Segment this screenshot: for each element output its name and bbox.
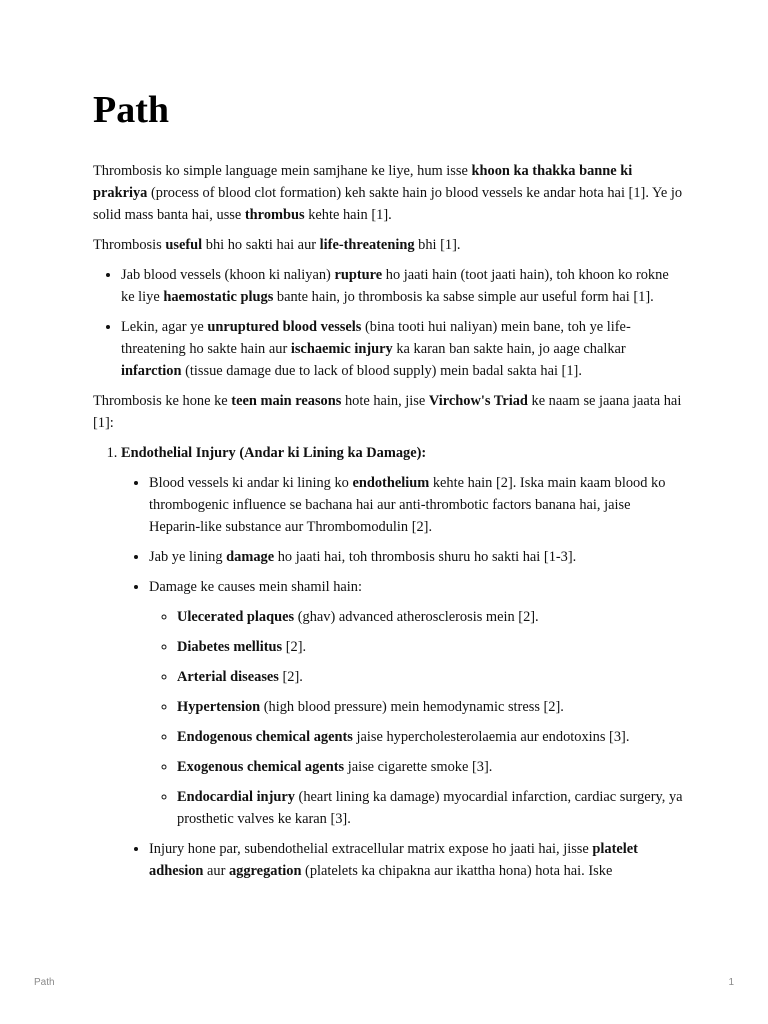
text-span: (platelets ka chipakna aur ikattha hona) hota hai. Iske: [301, 862, 613, 879]
text-span: [2].: [278, 668, 303, 685]
list-item: [149, 576, 683, 830]
cause-item: [177, 756, 683, 778]
bold-term: Endogenous chemical agents: [177, 728, 353, 745]
bold-term: endothelium: [352, 474, 430, 491]
text-span: (high blood pressure) mein hemodynamic stress [2].: [260, 698, 564, 715]
bullet-list: [121, 472, 683, 882]
bold-term: Arterial diseases: [177, 668, 279, 685]
bold-term: platelet adhesion: [149, 840, 638, 879]
text-span: (ghav) advanced atherosclerosis mein [2].: [294, 608, 539, 625]
bold-term: khoon ka thakka banne ki prakriya: [93, 162, 633, 201]
text-span: Jab ye lining: [149, 548, 227, 565]
numbered-item: [121, 442, 683, 882]
text-span: Thrombosis ko simple language mein samjhane ke liye, hum isse: [93, 162, 472, 179]
cause-item: [177, 696, 683, 718]
section-heading: 1. Endothelial Injury (Andar ki Lining ka Damage):: [121, 444, 427, 461]
page-number: 1: [728, 977, 734, 988]
cause-item: [177, 726, 683, 748]
bold-term: Endocardial injury: [177, 788, 295, 805]
triad-paragraph: [93, 390, 683, 434]
text-span: (heart lining ka damage) myocardial infarction, cardiac surgery, ya prosthetic valves ke karan [3].: [177, 788, 683, 827]
bold-term: infarction: [121, 362, 182, 379]
cause-item: [177, 666, 683, 688]
cause-item: [177, 606, 683, 628]
text-span: ho jaati hai, toh thrombosis shuru ho sakti hai [1-3].: [274, 548, 577, 565]
bold-term: life-threatening: [319, 236, 415, 253]
bullet-list: [93, 264, 683, 382]
bold-term: rupture: [334, 266, 383, 283]
list-item: [149, 546, 683, 568]
bold-term: ischaemic injury: [290, 340, 393, 357]
bold-term: teen main reasons: [231, 392, 342, 409]
useful-paragraph: [93, 234, 683, 256]
bold-term: Diabetes mellitus: [177, 638, 283, 655]
text-span: [2].: [282, 638, 307, 655]
text-span: (process of blood clot formation) keh sakte hain jo blood vessels ke andar hota hai [1]. Ye jo solid mass banta hai, usse: [93, 184, 683, 223]
text-span: kehte hain [1].: [304, 206, 392, 223]
text-span: bhi ho sakti hai aur: [202, 236, 320, 253]
page-title: Path: [93, 89, 169, 131]
text-span: hote hain, jise: [341, 392, 429, 409]
text-span: (bina tooti hui naliyan) mein bane, toh ye life-threatening ho sakte hain aur: [121, 318, 631, 357]
bold-term: Virchow's Triad: [428, 392, 528, 409]
text-span: jaise cigarette smoke [3].: [344, 758, 493, 775]
causes-list: [149, 606, 683, 830]
intro-paragraph: [93, 160, 683, 226]
text-span: ka karan ban sakte hain, jo aage chalkar: [392, 340, 626, 357]
bold-term: thrombus: [244, 206, 305, 223]
text-span: (tissue damage due to lack of blood supply) mein badal sakta hai [1].: [181, 362, 582, 379]
text-span: ho jaati hain (toot jaati hain), toh khoon ko rokne ke liye: [121, 266, 669, 305]
text-span: bhi [1].: [414, 236, 461, 253]
bold-term: Hypertension: [177, 698, 261, 715]
list-item: [149, 472, 683, 538]
bold-term: unruptured blood vessels: [207, 318, 362, 335]
text-span: Jab blood vessels (khoon ki naliyan): [121, 266, 335, 283]
bold-term: Ulecerated plaques: [177, 608, 295, 625]
text-span: aur: [203, 862, 229, 879]
bold-term: Exogenous chemical agents: [177, 758, 345, 775]
list-item: [121, 264, 683, 308]
text-span: Thrombosis: [93, 236, 166, 253]
bold-term: damage: [226, 548, 275, 565]
bold-term: useful: [165, 236, 203, 253]
text-span: kehte hain [2]. Iska main kaam blood ko thrombogenic influence se bachana hai aur anti-thrombotic factors banana hai, jaise Heparin-like substance aur Thrombomodulin [2].: [149, 474, 666, 535]
cause-item: [177, 786, 683, 830]
text-span: bante hain, jo thrombosis ka sabse simple aur useful form hai [1].: [273, 288, 654, 305]
text-span: Injury hone par, subendothelial extracellular matrix expose ho jaati hai, jisse: [149, 840, 593, 857]
cause-item: [177, 636, 683, 658]
document-page: [93, 82, 683, 890]
text-span: ke naam se jaana jaata hai [1]:: [93, 392, 682, 431]
list-item: [121, 316, 683, 382]
text-span: jaise hypercholesterolaemia aur endotoxins [3].: [352, 728, 630, 745]
text-span: Thrombosis ke hone ke: [93, 392, 232, 409]
bold-term: haemostatic plugs: [163, 288, 274, 305]
list-item: [149, 838, 683, 882]
numbered-list: [93, 442, 683, 882]
footer-title: Path: [34, 977, 55, 988]
text-span: Lekin, agar ye: [121, 318, 208, 335]
text-span: Blood vessels ki andar ki lining ko: [149, 474, 353, 491]
text-span: Damage ke causes mein shamil hain:: [149, 578, 362, 595]
bold-term: aggregation: [228, 862, 302, 879]
